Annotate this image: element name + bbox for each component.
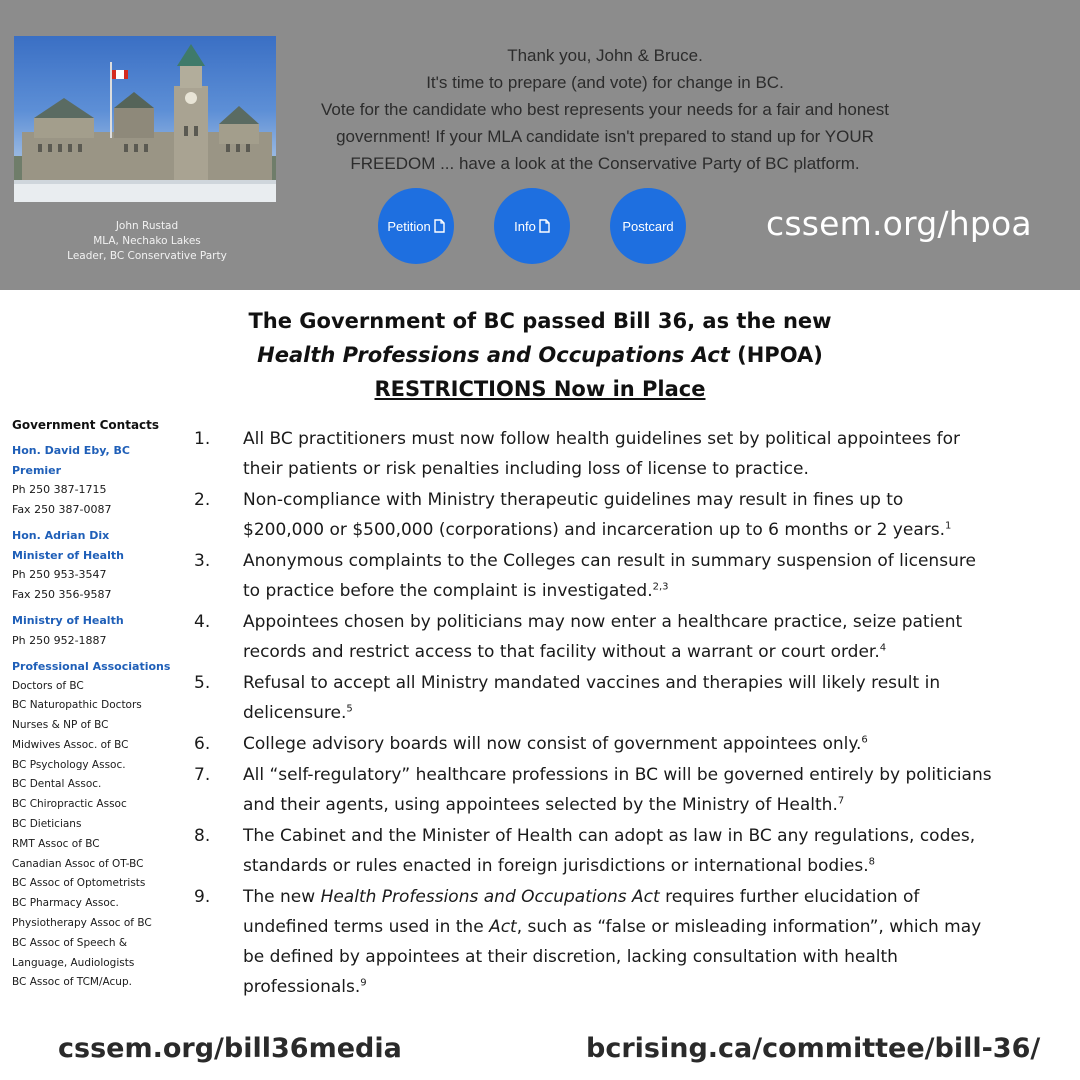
association-item: Doctors of BC xyxy=(12,679,84,692)
item-text: Anonymous complaints to the Colleges can result in summary suspension of licensure xyxy=(243,551,976,571)
associations-list xyxy=(12,677,192,994)
list-item xyxy=(194,821,1074,881)
footnote-ref: 4 xyxy=(879,642,887,654)
footnote-ref: 8 xyxy=(868,856,875,868)
act-name: Health Professions and Occupations Act xyxy=(257,343,730,367)
item-text: be defined by appointees at their discretion, lacking consultation with health xyxy=(243,947,898,967)
list-item xyxy=(194,729,1074,759)
association-item: Language, Audiologists xyxy=(12,956,135,969)
footnote-ref: 6 xyxy=(861,734,868,746)
item-text: Appointees chosen by politicians may now enter a healthcare practice, seize patient xyxy=(243,612,963,632)
caption-name: John Rustad xyxy=(115,220,179,232)
list-item xyxy=(194,668,1074,728)
item-number: 4. xyxy=(194,612,211,632)
item-text: to practice before the complaint is investigated. xyxy=(243,581,653,601)
contact-name: Hon. David Eby, BC xyxy=(12,444,130,457)
contact-phone: Ph 250 953-3547 xyxy=(12,568,107,581)
bcrising-url-link[interactable]: bcrising.ca/committee/bill-36/ xyxy=(586,1033,1041,1064)
item-number: 1. xyxy=(194,429,211,449)
contact-title: Minister of Health xyxy=(12,548,124,562)
header-band xyxy=(0,0,1080,290)
associations-heading: Professional Associations xyxy=(12,660,171,673)
contacts-sidebar xyxy=(12,418,192,993)
info-button[interactable] xyxy=(494,188,570,264)
hpoa-url-link[interactable]: cssem.org/hpoa xyxy=(766,204,1032,243)
item-text: professionals. xyxy=(243,977,361,997)
list-item xyxy=(194,485,1074,545)
restrictions-list xyxy=(194,424,1074,1003)
contacts-heading: Government Contacts xyxy=(12,418,160,432)
document-icon xyxy=(539,219,550,233)
message-line: Vote for the candidate who best represents your needs for a fair and honest xyxy=(321,100,889,119)
item-text: All “self-regulatory” healthcare professions in BC will be governed entirely by politicians xyxy=(243,765,992,785)
message-line: FREEDOM ... have a look at the Conservative Party of BC platform. xyxy=(350,154,860,173)
association-item: BC Assoc of TCM/Acup. xyxy=(12,976,132,989)
association-item: BC Assoc of Speech & xyxy=(12,936,128,949)
list-item xyxy=(194,424,1074,484)
restrictions-heading: RESTRICTIONS Now in Place xyxy=(374,377,706,401)
contact-phone: Ph 250 952-1887 xyxy=(12,633,107,647)
photo-caption xyxy=(62,219,232,264)
item-text: standards or rules enacted in foreign jurisdictions or international bodies. xyxy=(243,856,869,876)
contact-fax: Fax 250 356-9587 xyxy=(12,587,112,601)
association-item: Canadian Assoc of OT-BC xyxy=(12,857,144,870)
association-item: BC Chiropractic Assoc xyxy=(12,798,127,811)
contact-fax: Fax 250 387-0087 xyxy=(12,502,112,516)
message-line: government! If your MLA candidate isn't prepared to stand up for YOUR xyxy=(336,127,874,146)
item-text: The Cabinet and the Minister of Health can adopt as law in BC any regulations, codes, xyxy=(243,826,976,846)
title-line-1: The Government of BC passed Bill 36, as the new xyxy=(248,309,832,333)
message-line: It's time to prepare (and vote) for change in BC. xyxy=(426,73,784,92)
caption-role: Leader, BC Conservative Party xyxy=(67,250,227,262)
title-line-2 xyxy=(190,338,890,372)
footnote-ref: 2,3 xyxy=(652,581,669,593)
contact-name: Hon. Adrian Dix xyxy=(12,529,110,542)
list-item xyxy=(194,546,1074,606)
association-item: Nurses & NP of BC xyxy=(12,719,109,732)
parliament-photo xyxy=(14,36,276,202)
postcard-label: Postcard xyxy=(622,218,674,234)
header-message xyxy=(270,42,940,177)
item-text: Non-compliance with Ministry therapeutic guidelines may result in fines up to xyxy=(243,490,904,510)
title-line-3 xyxy=(190,372,890,406)
item-text: , such as “false or misleading information”, which may xyxy=(516,917,982,937)
contact-name: Ministry of Health xyxy=(12,614,124,627)
caption-riding: MLA, Nechako Lakes xyxy=(93,235,201,247)
association-item: Midwives Assoc. of BC xyxy=(12,738,129,751)
association-item: BC Naturopathic Doctors xyxy=(12,699,142,712)
postcard-button[interactable] xyxy=(610,188,686,264)
info-label: Info xyxy=(514,218,536,234)
item-text: records and restrict access to that facility without a warrant or court order. xyxy=(243,642,880,662)
association-item: BC Pharmacy Assoc. xyxy=(12,897,119,910)
item-number: 9. xyxy=(194,887,211,907)
item-number: 6. xyxy=(194,734,211,754)
footnote-ref: 5 xyxy=(346,703,353,715)
item-text: All BC practitioners must now follow health guidelines set by political appointees for xyxy=(243,429,960,449)
act-name-italic: Health Professions and Occupations Act xyxy=(320,887,660,907)
association-item: BC Psychology Assoc. xyxy=(12,758,126,771)
footnote-ref: 9 xyxy=(360,977,367,989)
association-item: Physiotherapy Assoc of BC xyxy=(12,917,152,930)
item-text: College advisory boards will now consist of government appointees only. xyxy=(243,734,862,754)
item-text: undefined terms used in the xyxy=(243,917,490,937)
document-icon xyxy=(434,219,445,233)
item-text: $200,000 or $500,000 (corporations) and incarceration up to 6 months or 2 years. xyxy=(243,520,945,540)
list-item xyxy=(194,882,1074,1002)
association-item: RMT Assoc of BC xyxy=(12,837,100,850)
parliament-illustration xyxy=(14,36,276,202)
petition-label: Petition xyxy=(387,218,431,234)
page-title xyxy=(190,304,890,406)
item-number: 5. xyxy=(194,673,211,693)
item-number: 2. xyxy=(194,490,211,510)
message-line: Thank you, John & Bruce. xyxy=(507,46,703,65)
association-item: BC Assoc of Optometrists xyxy=(12,877,146,890)
petition-button[interactable] xyxy=(378,188,454,264)
list-item xyxy=(194,607,1074,667)
footnote-ref: 7 xyxy=(837,795,845,807)
association-item: BC Dieticians xyxy=(12,818,82,831)
association-item: BC Dental Assoc. xyxy=(12,778,102,791)
act-italic: Act xyxy=(489,917,517,937)
item-text: requires further elucidation of xyxy=(659,887,920,907)
item-text: delicensure. xyxy=(243,703,347,723)
footnote-ref: 1 xyxy=(945,520,952,532)
act-abbrev: (HPOA) xyxy=(729,343,823,367)
item-text: and their agents, using appointees selected by the Ministry of Health. xyxy=(243,795,838,815)
list-item xyxy=(194,760,1074,820)
item-text: their patients or risk penalties including loss of license to practice. xyxy=(243,459,809,479)
contact-title: Premier xyxy=(12,463,62,477)
item-number: 8. xyxy=(194,826,211,846)
contact-phone: Ph 250 387-1715 xyxy=(12,483,107,496)
item-text: Refusal to accept all Ministry mandated vaccines and therapies will likely result in xyxy=(243,673,941,693)
item-text: The new xyxy=(243,887,321,907)
item-number: 3. xyxy=(194,551,211,571)
bill36media-url-link[interactable]: cssem.org/bill36media xyxy=(58,1033,402,1064)
item-number: 7. xyxy=(194,765,211,785)
